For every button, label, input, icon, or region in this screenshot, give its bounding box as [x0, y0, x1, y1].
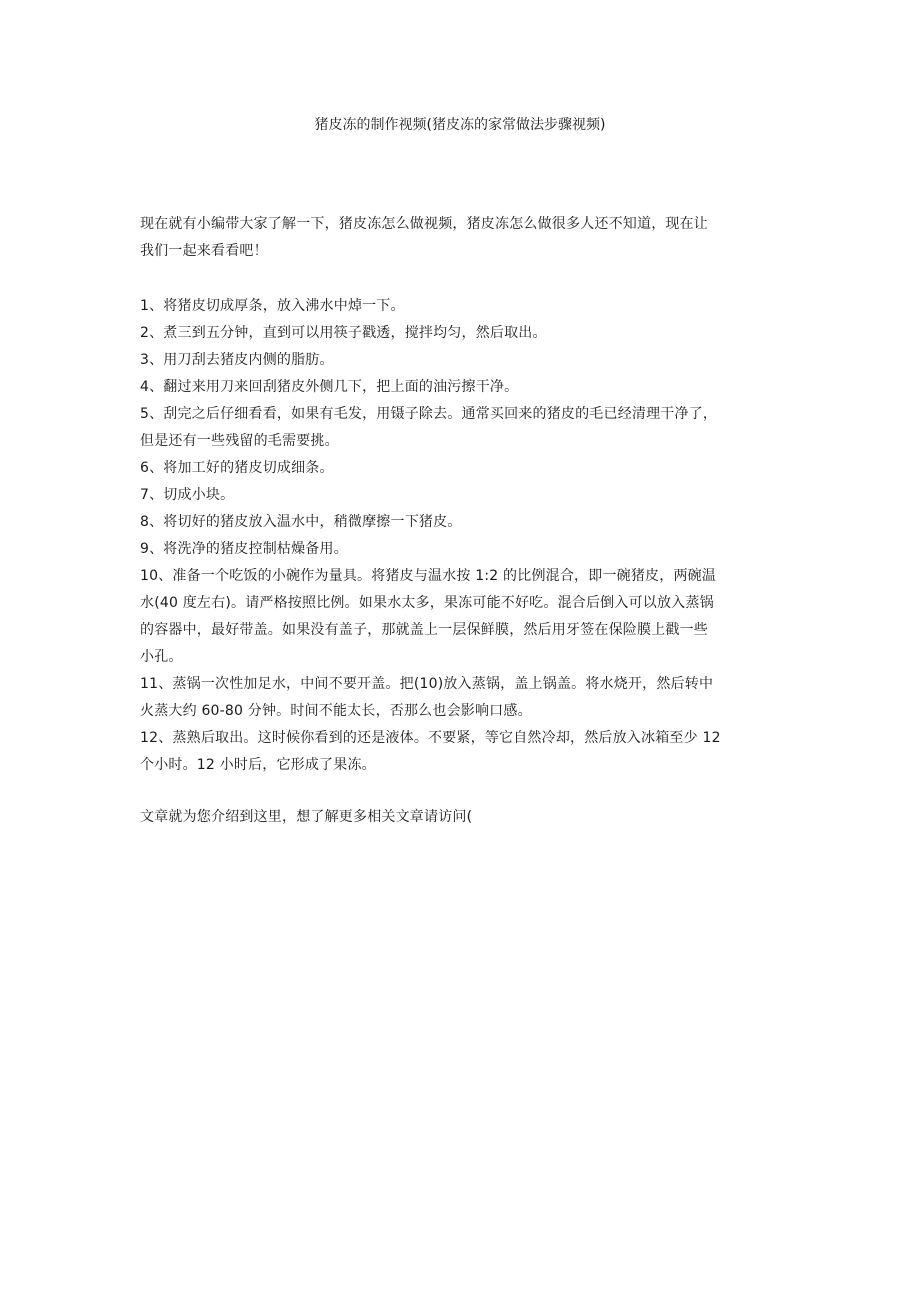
- document-title: 猪皮冻的制作视频(猪皮冻的家常做法步骤视频): [314, 117, 606, 133]
- step-item-2: 2、煮三到五分钟，直到可以用筷子戳透，搅拌均匀，然后取出。: [140, 325, 547, 341]
- step-item-10: 10、准备一个吃饭的小碗作为量具。将猪皮与温水按 1:2 的比例混合，即一碗猪皮，两碗温 水(40 度左右)。请严格按照比例。如果水太多，果冻可能不好吃。混合后倒入可以放入蒸锅 的容器中，最好带盖。如果没有盖子，那就盖上一层保鲜膜，然后用牙签在保险膜上戳一些 小孔。: [140, 568, 717, 665]
- step-item-4: 4、翻过来用刀来回刮猪皮外侧几下，把上面的油污擦干净。: [140, 379, 519, 395]
- step-item-7: 7、切成小块。: [140, 487, 235, 503]
- closing-paragraph: 文章就为您介绍到这里，想了解更多相关文章请访问(: [140, 809, 473, 825]
- step-item-8: 8、将切好的猪皮放入温水中，稍微摩擦一下猪皮。: [140, 514, 462, 530]
- intro-paragraph: 现在就有小编带大家了解一下，猪皮冻怎么做视频，猪皮冻怎么做很多人还不知道，现在让 我们一起来看看吧！: [140, 216, 708, 259]
- step-item-1: 1、将猪皮切成厚条，放入沸水中焯一下。: [140, 298, 405, 314]
- step-item-3: 3、用刀刮去猪皮内侧的脂肪。: [140, 352, 334, 368]
- step-item-6: 6、将加工好的猪皮切成细条。: [140, 460, 334, 476]
- document-body: [140, 211, 792, 831]
- step-item-12: 12、蒸熟后取出。这时候你看到的还是液体。不要紧，等它自然冷却，然后放入冰箱至少 12 个小时。12 小时后，它形成了果冻。: [140, 730, 721, 773]
- steps-list: [140, 293, 792, 779]
- step-item-5: 5、刮完之后仔细看看，如果有毛发，用镊子除去。通常买回来的猪皮的毛已经清理干净了， 但是还有一些残留的毛需要挑。: [140, 406, 718, 449]
- step-item-9: 9、将洗净的猪皮控制枯燥备用。: [140, 541, 348, 557]
- step-item-11: 11、蒸锅一次性加足水，中间不要开盖。把(10)放入蒸锅，盖上锅盖。将水烧开，然后转中 火蒸大约 60-80 分钟。时间不能太长，否那么也会影响口感。: [140, 676, 714, 719]
